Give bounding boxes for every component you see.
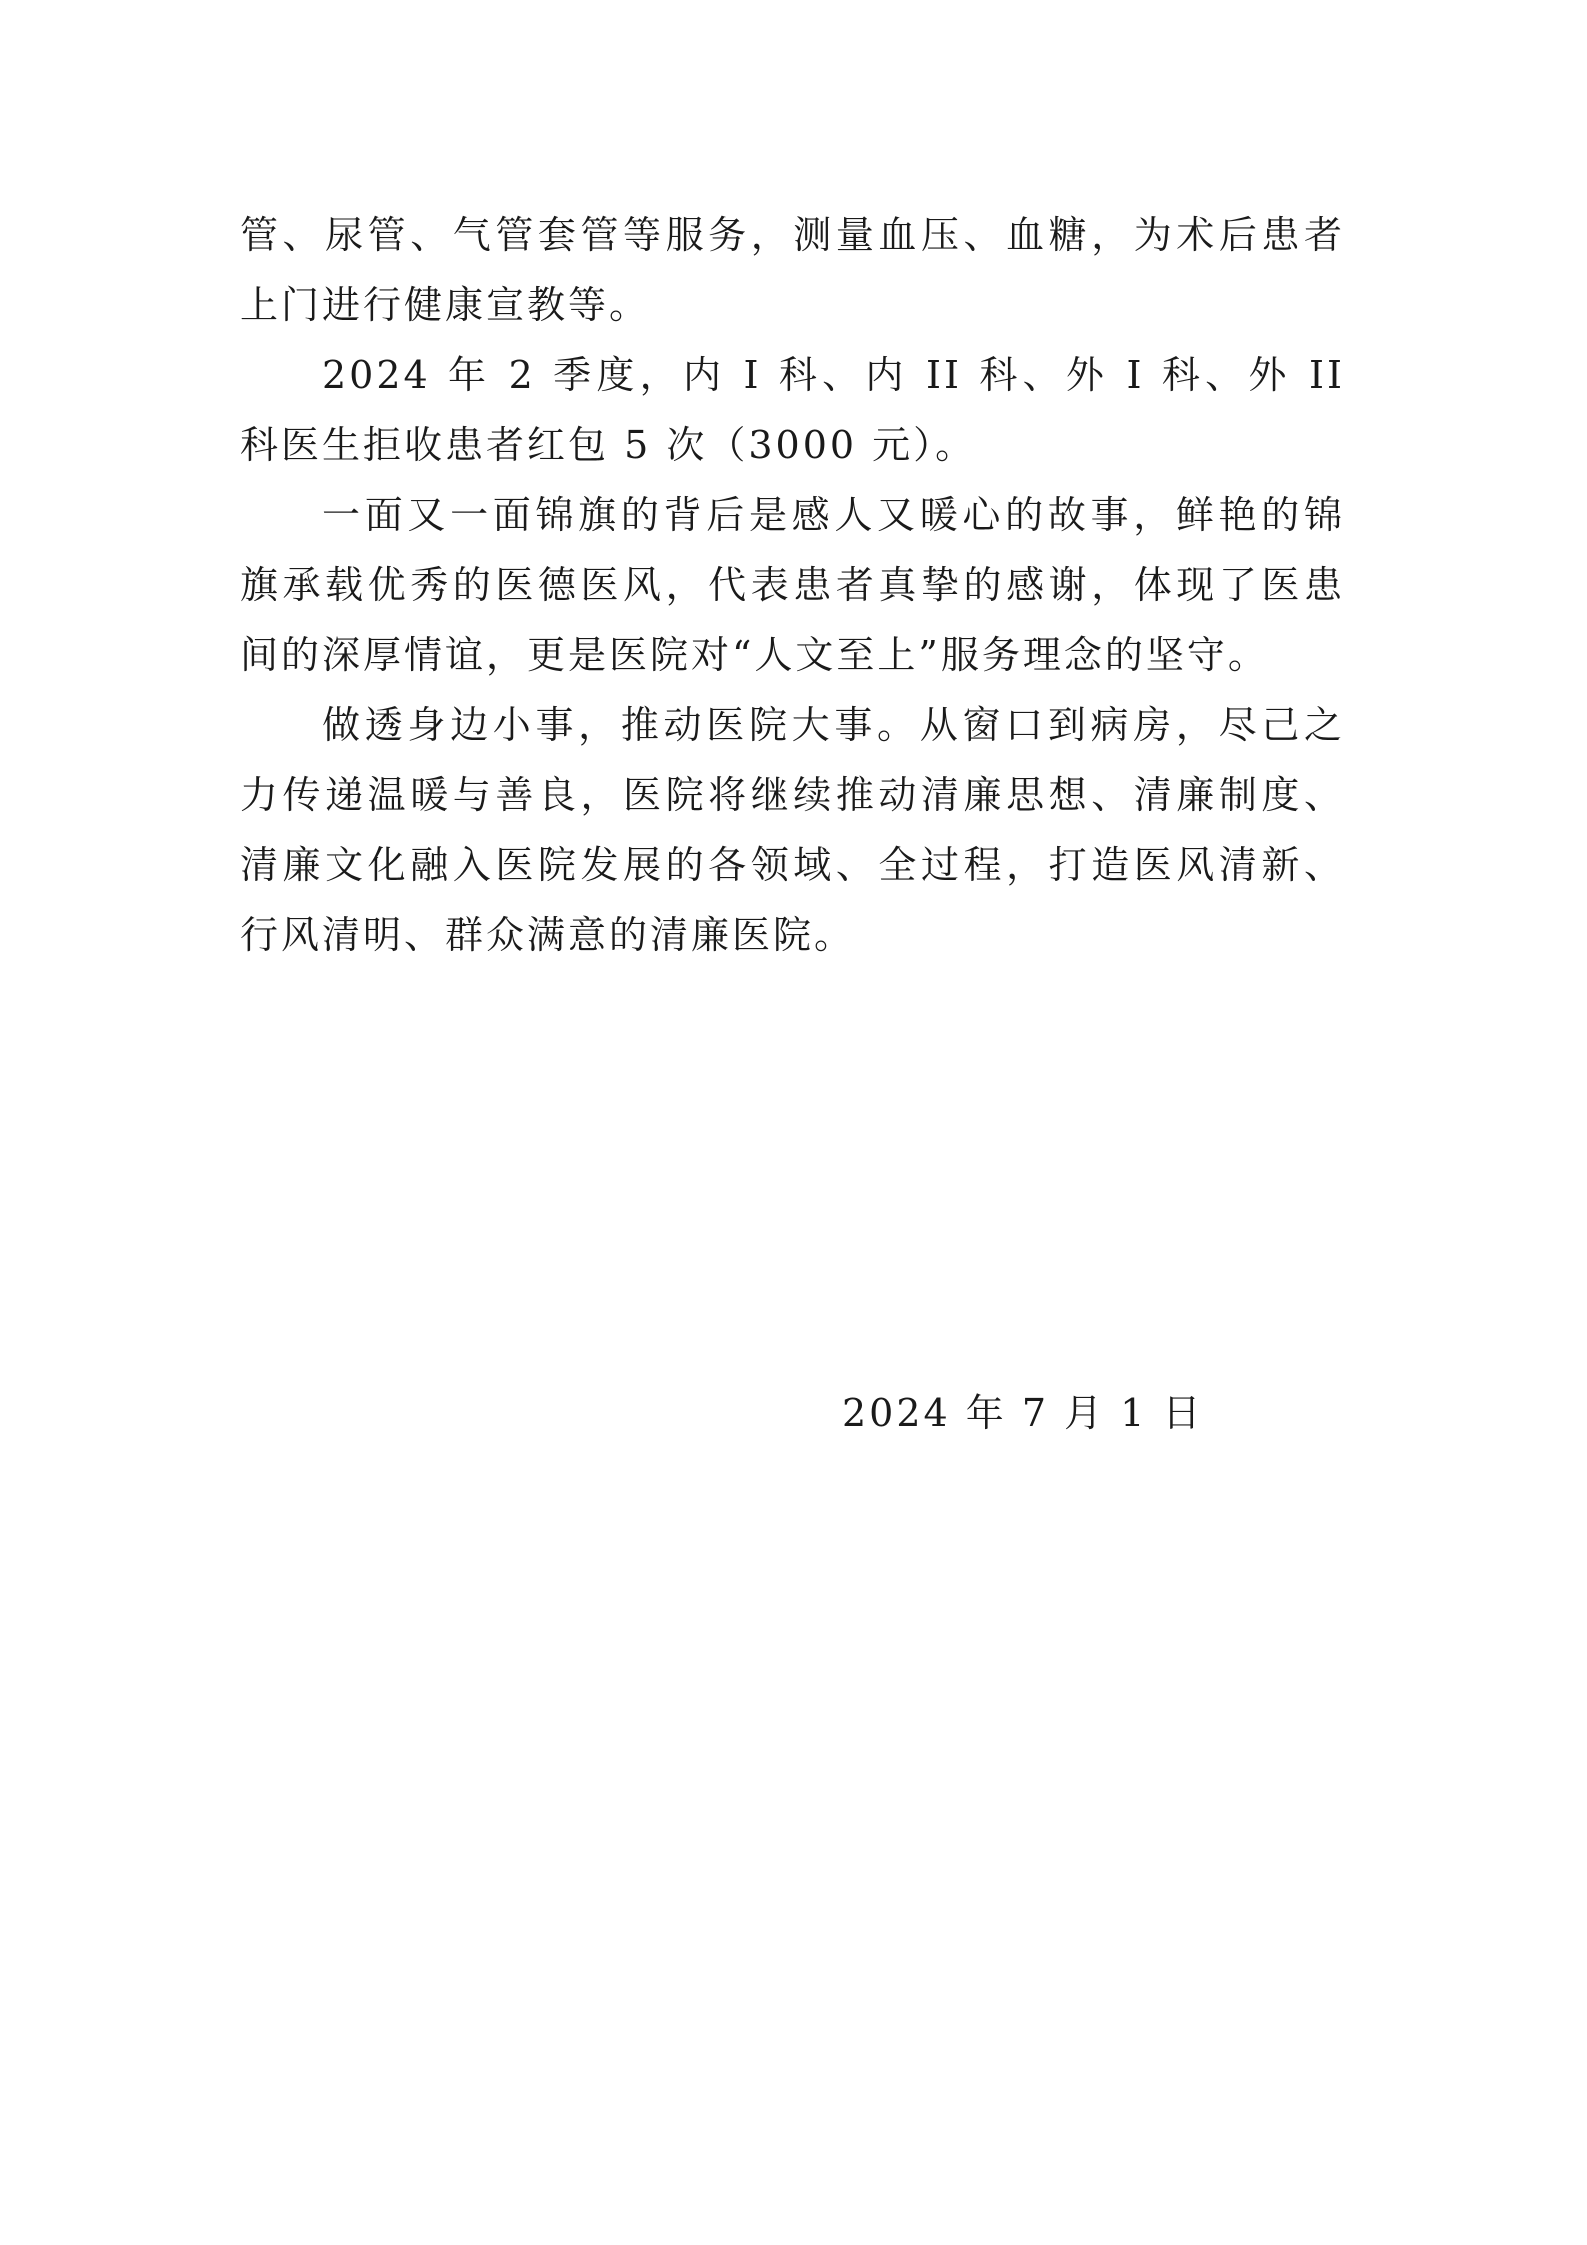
paragraph-red-envelope-refusal: 2024 年 2 季度，内 I 科、内 II 科、外 I 科、外 II 科医生拒收患者红包 5 次（3000 元）。 xyxy=(240,353,1345,467)
paragraph-clean-hospital: 做透身边小事，推动医院大事。从窗口到病房，尽己之力传递温暖与善良，医院将继续推动清廉思想、清廉制度、清廉文化融入医院发展的各领域、全过程，打造医风清新、行风清明、群众满意的清廉医院。 xyxy=(240,703,1345,957)
paragraph-continuation: 管、尿管、气管套管等服务，测量血压、血糖，为术后患者上门进行健康宣教等。 xyxy=(240,213,1345,327)
document-date: 2024 年 7 月 1 日 xyxy=(842,1391,1204,1435)
document-body xyxy=(240,200,1345,970)
paragraph-silk-banners: 一面又一面锦旗的背后是感人又暖心的故事，鲜艳的锦旗承载优秀的医德医风，代表患者真挚的感谢，体现了医患间的深厚情谊，更是医院对“人文至上”服务理念的坚守。 xyxy=(240,493,1345,677)
